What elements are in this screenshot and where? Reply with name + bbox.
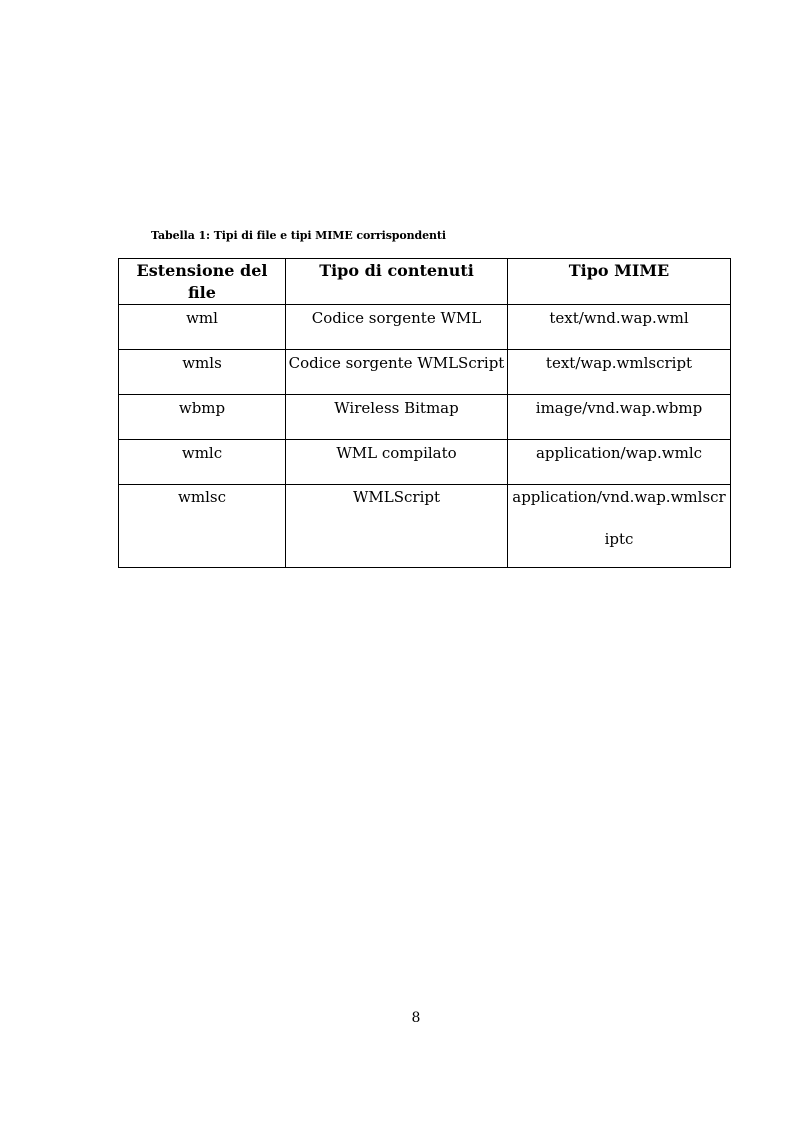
page-number: 8 — [411, 1010, 421, 1026]
cell-mime-type: text/wap.wmlscript — [508, 350, 731, 395]
table-row — [119, 485, 731, 568]
header-content-type: Tipo di contenuti — [286, 259, 508, 305]
cell-content-type — [286, 485, 508, 568]
cell-text: wmlsc — [178, 488, 226, 506]
table-row — [119, 350, 731, 395]
cell-content-type: WML compilato — [286, 440, 508, 485]
mime-types-table — [118, 258, 731, 568]
cell-mime-type: application/wap.wmlc — [508, 440, 731, 485]
cell-content-type: Codice sorgente WMLScript — [286, 350, 508, 395]
table-caption: Tabella 1: Tipi di file e tipi MIME corrispondenti — [151, 229, 446, 242]
cell-extension: wmls — [119, 350, 286, 395]
table-row — [119, 395, 731, 440]
cell-content-type: Wireless Bitmap — [286, 395, 508, 440]
header-extension: Estensione del file — [119, 259, 286, 305]
cell-text: WMLScript — [352, 488, 440, 506]
table-row — [119, 440, 731, 485]
cell-mime-type: image/vnd.wap.wbmp — [508, 395, 731, 440]
table-header-row — [119, 259, 731, 305]
table-row — [119, 305, 731, 350]
cell-text: application/vnd.wap.wmlscriptc — [512, 488, 726, 548]
cell-content-type: Codice sorgente WML — [286, 305, 508, 350]
cell-mime-type: text/wnd.wap.wml — [508, 305, 731, 350]
cell-extension: wbmp — [119, 395, 286, 440]
cell-extension — [119, 485, 286, 568]
cell-extension: wmlc — [119, 440, 286, 485]
header-mime-type: Tipo MIME — [508, 259, 731, 305]
cell-extension: wml — [119, 305, 286, 350]
cell-mime-type — [508, 485, 731, 568]
